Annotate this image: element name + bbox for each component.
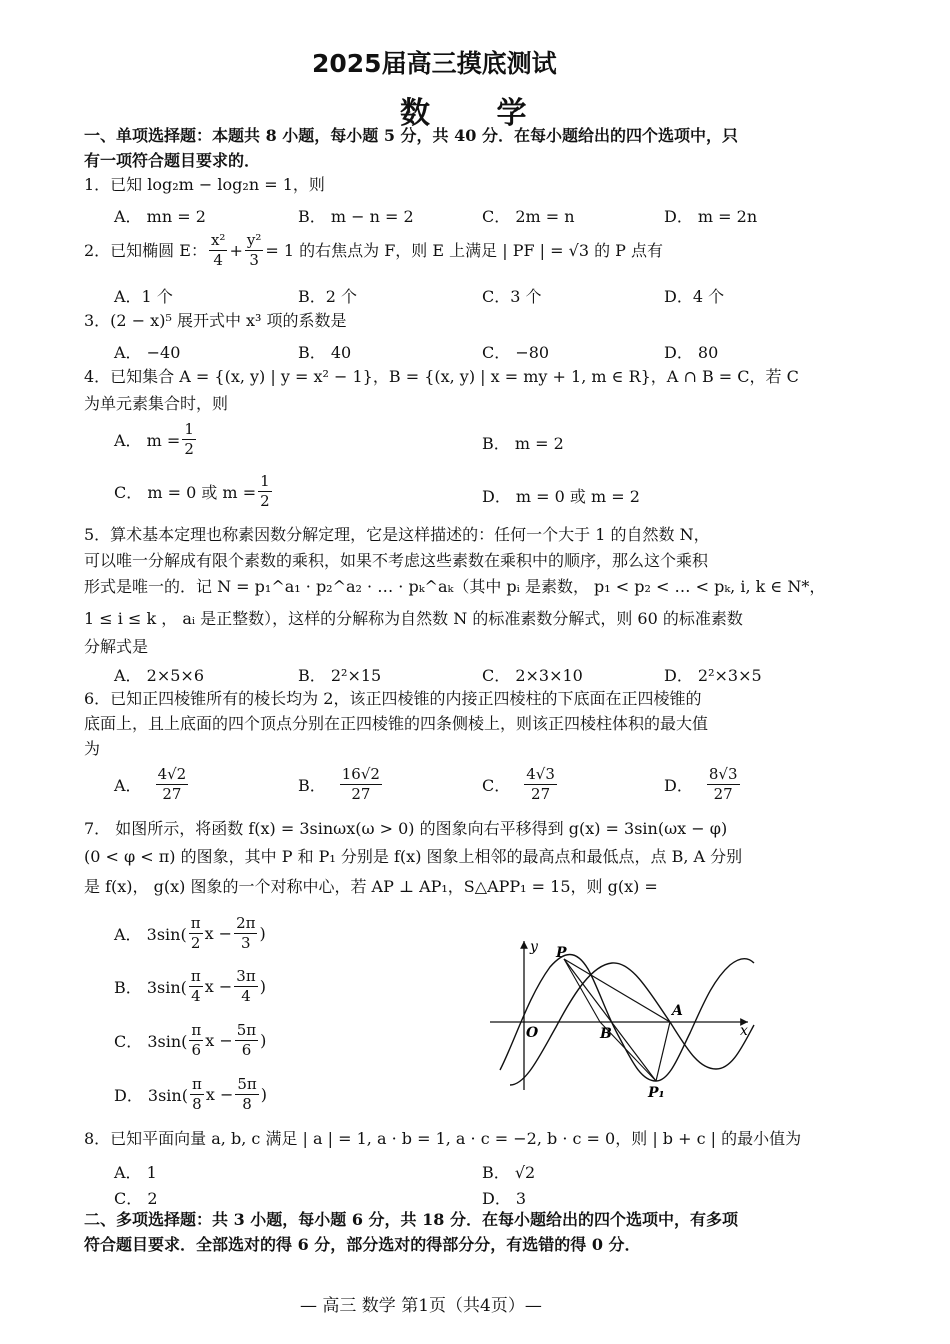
q7-b-post: ) xyxy=(259,977,266,996)
q4-a-text: A． m = xyxy=(114,431,181,450)
q4-stem-line1: 4．已知集合 A = {(x, y) | y = x² − 1}，B = {(x, y) | x = my + 1, m ∈ R}，A ∩ B = C，若 C xyxy=(84,367,799,386)
q3-stem: 3．(2 − x)⁵ 展开式中 x³ 项的系数是 xyxy=(84,311,347,330)
label-p: P xyxy=(556,945,567,961)
section2-heading-line2: 符合题目要求．全部选对的得 6 分，部分选对的得部分分，有选错的得 0 分． xyxy=(84,1235,641,1254)
q4-stem-line2: 为单元素集合时，则 xyxy=(84,394,229,413)
q3-option-b: B． 40 xyxy=(298,343,352,362)
q7-option-a xyxy=(114,914,266,953)
q5-option-c: C． 2×3×10 xyxy=(482,666,583,685)
q5-option-d: D． 2²×3×5 xyxy=(664,666,762,685)
q7-d-frac2: $\frac{5\pi}{8}$ xyxy=(237,1075,257,1113)
q4-option-c xyxy=(114,472,274,511)
q7-line1: 7． 如图所示，将函数 f(x) = 3sinωx(ω > 0) 的图象向右平移得到 g(x) = 3sin(ωx − φ) xyxy=(84,819,728,838)
q8-option-c: C． 2 xyxy=(114,1189,158,1208)
q5-line2: 可以唯一分解成有限个素数的乘积，如果不考虑这些素数在乘积中的顺序，那么这个乘积 xyxy=(84,551,709,570)
q7-d-pre: D． 3sin( xyxy=(114,1086,188,1105)
q7-b-mid: x − xyxy=(204,977,233,996)
q7-d-frac1: $\frac{\pi}{8}$ xyxy=(191,1075,202,1113)
q2-option-c: C．3 个 xyxy=(482,287,542,306)
q7-d-mid: x − xyxy=(205,1085,234,1104)
q8-option-b: B． √2 xyxy=(482,1163,536,1182)
q7-b-frac1: $\frac{\pi}{4}$ xyxy=(190,967,201,1005)
label-b: B xyxy=(600,1026,612,1042)
segment-pp1 xyxy=(564,959,656,1081)
q6-b-label: B． xyxy=(298,776,326,795)
q6-d-label: D． xyxy=(664,776,693,795)
q1-option-d: D． m = 2n xyxy=(664,207,758,226)
label-x: x xyxy=(740,1023,748,1039)
q5-option-a: A． 2×5×6 xyxy=(114,666,204,685)
segment-ap xyxy=(564,959,670,1022)
q7-c-mid: x − xyxy=(205,1031,233,1050)
q4-option-b: B． m = 2 xyxy=(482,434,564,453)
curve-f xyxy=(500,955,754,1082)
q7-line2: (0 < φ < π) 的图象，其中 P 和 P₁ 分别是 f(x) 图象上相邻的最高点和最低点，点 B, A 分别 xyxy=(84,847,743,866)
q6-line2: 底面上，且上底面的四个顶点分别在正四棱锥的四条侧棱上，则该正四棱柱体积的最大值 xyxy=(84,714,709,733)
q7-a-pre: A． 3sin( xyxy=(114,925,187,944)
q7-c-frac2: $\frac{5\pi}{6}$ xyxy=(236,1021,257,1059)
q6-c-label: C． xyxy=(482,776,511,795)
label-origin: O xyxy=(526,1025,539,1041)
q8-option-a: A． 1 xyxy=(114,1163,157,1182)
q2-frac-x: $\frac{\text{x²}}{4}$ xyxy=(210,231,226,269)
q1-stem: 1．已知 log₂m − log₂n = 1，则 xyxy=(84,175,325,194)
curve-g xyxy=(510,963,754,1085)
q6-option-c xyxy=(482,765,559,804)
q2-option-a: A．1 个 xyxy=(114,287,173,306)
subject-title: 数 学 xyxy=(400,96,555,131)
q4-c-text: C． m = 0 或 m = xyxy=(114,483,257,502)
section2-heading-line1: 二、多项选择题：共 3 小题，每小题 6 分，共 18 分．在每小题给出的四个选项中，有多项 xyxy=(84,1210,738,1229)
exam-title: 2025届高三摸底测试 xyxy=(312,49,557,78)
q2-frac-y: $\frac{\text{y²}}{3}$ xyxy=(246,231,262,269)
q6-d-frac: $\frac{8√3}{27}$ xyxy=(708,765,738,803)
q1-option-a: A． mn = 2 xyxy=(114,207,206,226)
label-p1: P₁ xyxy=(648,1085,665,1100)
q5-option-b: B． 2²×15 xyxy=(298,666,382,685)
q7-option-d xyxy=(114,1075,267,1114)
segment-ap1 xyxy=(656,1022,670,1081)
q8-option-d: D． 3 xyxy=(482,1189,527,1208)
q7-option-b xyxy=(114,967,266,1006)
label-y: y xyxy=(530,939,538,955)
q7-c-frac1: $\frac{\pi}{6}$ xyxy=(191,1021,202,1059)
q6-c-frac: $\frac{4√3}{27}$ xyxy=(526,765,555,803)
q7-c-post: ) xyxy=(260,1031,267,1050)
q6-a-label: A． xyxy=(114,776,142,795)
q2-stem xyxy=(84,231,663,270)
q7-b-pre: B． 3sin( xyxy=(114,978,187,997)
q2-option-d: D．4 个 xyxy=(664,287,725,306)
q4-a-frac: $\frac{1}{2}$ xyxy=(184,420,194,458)
q2-stem-start: 2．已知椭圆 E： xyxy=(84,240,207,260)
q6-option-d xyxy=(664,765,742,804)
q2-plus: + xyxy=(229,240,243,260)
segment-bp xyxy=(564,959,600,1022)
q7-a-frac2: $\frac{2\pi}{3}$ xyxy=(236,914,256,952)
q2-option-b: B．2 个 xyxy=(298,287,358,306)
q6-line1: 6．已知正四棱锥所有的棱长均为 2，该正四棱锥的内接正四棱柱的下底面在正四棱锥的 xyxy=(84,689,702,708)
q6-option-b xyxy=(298,765,384,804)
q7-a-post: ) xyxy=(259,924,266,943)
q5-line1: 5．算术基本定理也称素因数分解定理，它是这样描述的：任何一个大于 1 的自然数 N， xyxy=(84,525,710,544)
q1-option-b: B． m − n = 2 xyxy=(298,207,414,226)
q7-a-mid: x − xyxy=(204,924,233,943)
q5-line5: 分解式是 xyxy=(84,637,149,656)
q7-option-c xyxy=(114,1021,266,1060)
q7-c-pre: C． 3sin( xyxy=(114,1032,188,1051)
q5-line3: 形式是唯一的．记 N = p₁^a₁ · p₂^a₂ · … · pₖ^aₖ（其中 pᵢ 是素数， p₁ < p₂ < … < pₖ, i, k ∈ N*， xyxy=(84,577,826,596)
q4-c-frac: $\frac{1}{2}$ xyxy=(260,472,270,510)
q7-a-frac1: $\frac{\pi}{2}$ xyxy=(190,914,201,952)
q2-stem-end: = 1 的右焦点为 F，则 E 上满足 | PF | = √3 的 P 点有 xyxy=(265,240,664,260)
page-footer: — 高三 数学 第1页（共4页）— xyxy=(300,1296,542,1316)
q6-option-a xyxy=(114,765,190,804)
q8-stem: 8．已知平面向量 a, b, c 满足 | a | = 1, a · b = 1, a · c = −2, b · c = 0，则 | b + c | 的最小值为 xyxy=(84,1129,802,1148)
q1-option-c: C． 2m = n xyxy=(482,207,575,226)
q7-b-frac2: $\frac{3\pi}{4}$ xyxy=(236,967,256,1005)
q6-line3: 为 xyxy=(84,739,101,758)
q7-figure xyxy=(490,935,760,1100)
q3-option-a: A． −40 xyxy=(114,343,181,362)
q3-option-d: D． 80 xyxy=(664,343,719,362)
q5-line4: 1 ≤ i ≤ k ， aᵢ 是正整数），这样的分解称为自然数 N 的标准素数分解式，则 60 的标准素数 xyxy=(84,609,743,628)
label-a: A xyxy=(672,1003,683,1019)
q4-option-d: D． m = 0 或 m = 2 xyxy=(482,487,640,506)
q3-option-c: C． −80 xyxy=(482,343,550,362)
q7-line3: 是 f(x)， g(x) 图象的一个对称中心，若 AP ⊥ AP₁，S△APP₁ = 15，则 g(x) = xyxy=(84,877,658,896)
q7-d-post: ) xyxy=(260,1085,268,1104)
q4-option-a xyxy=(114,420,198,459)
q6-a-frac: $\frac{4√2}{27}$ xyxy=(157,765,187,803)
q6-b-frac: $\frac{16√2}{27}$ xyxy=(341,765,380,803)
section1-heading-line2: 有一项符合题目要求的． xyxy=(84,151,261,170)
section1-heading-line1: 一、单项选择题：本题共 8 小题，每小题 5 分，共 40 分．在每小题给出的四个选项中，只 xyxy=(84,126,738,145)
